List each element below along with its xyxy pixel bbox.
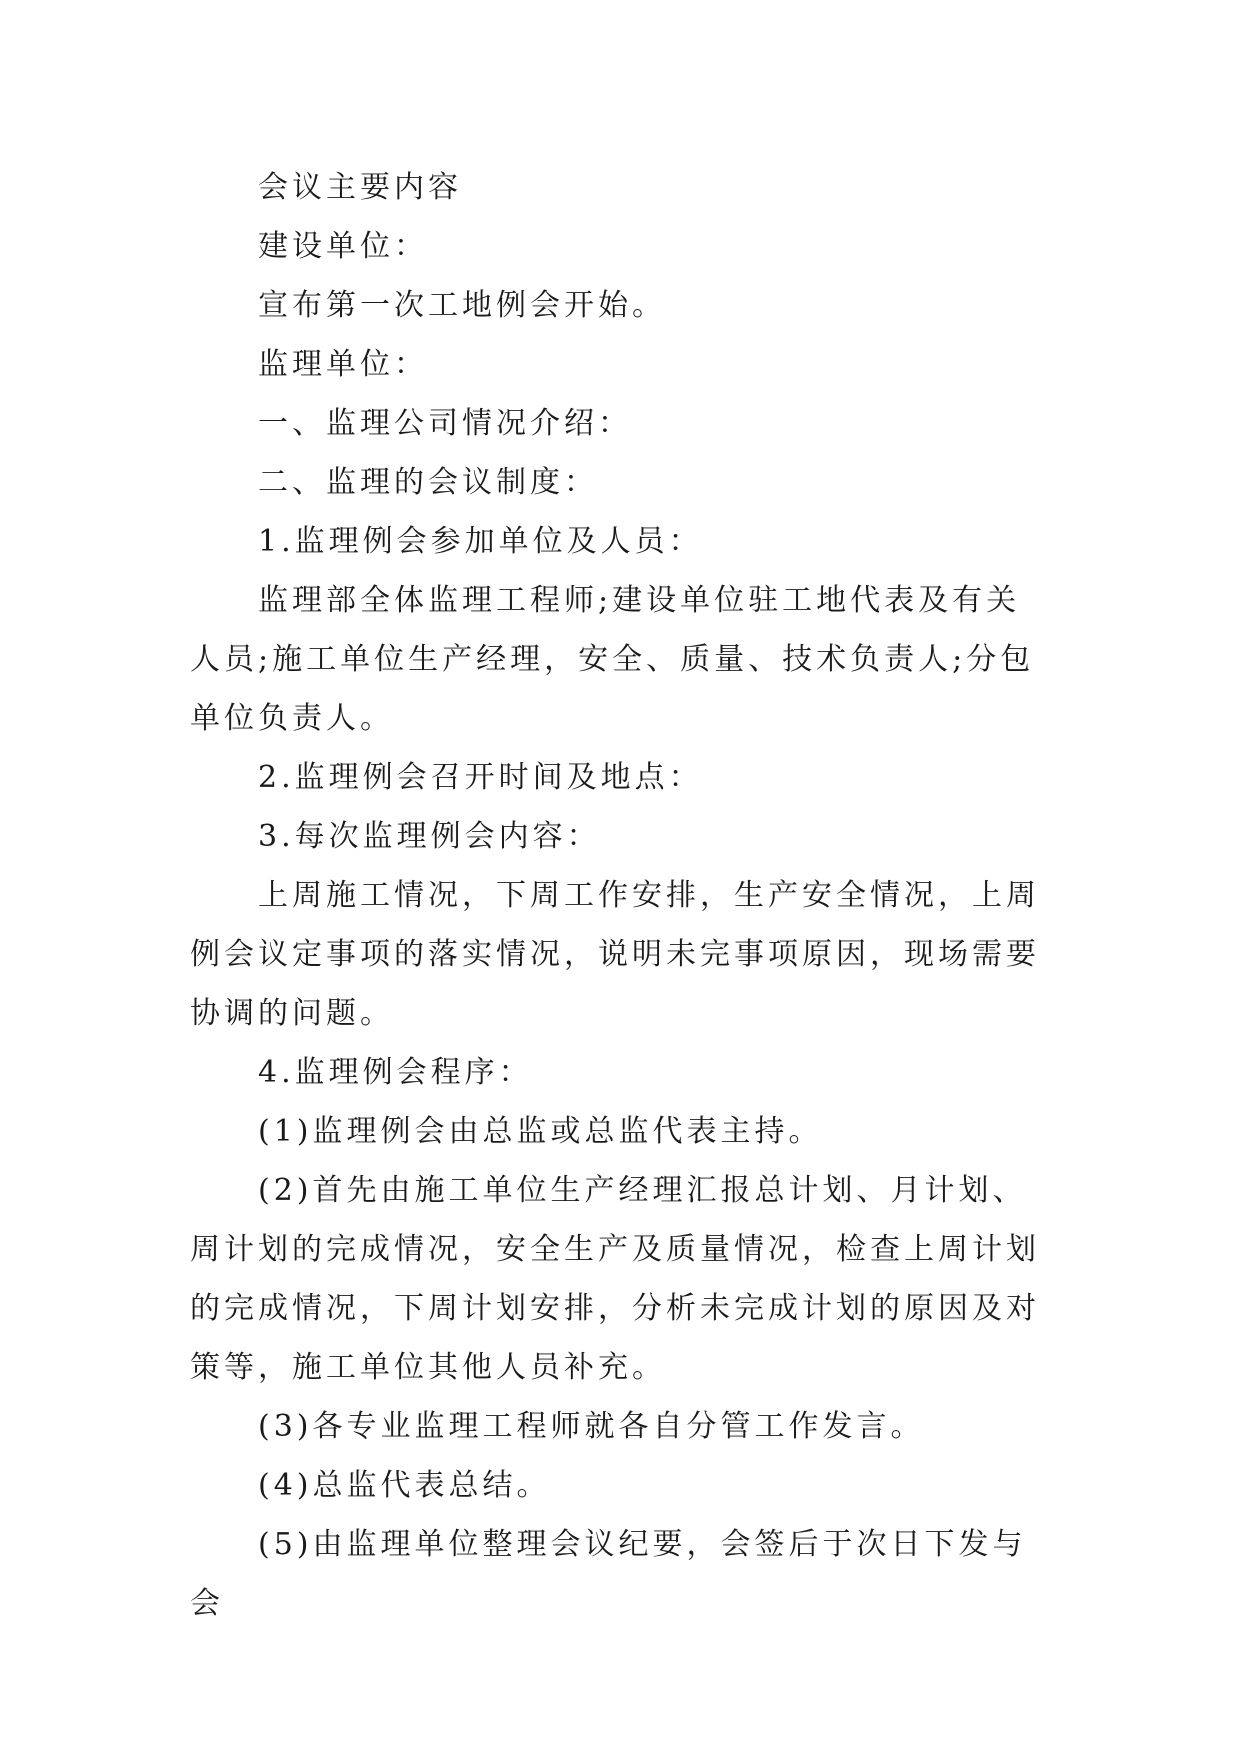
- paragraph-step-2: (2)首先由施工单位生产经理汇报总计划、月计划、周计划的完成情况，安全生产及质量情况，检查上周计划的完成情况，下周计划安排，分析未完成计划的原因及对策等，施工单位其他人员补充。: [190, 1173, 1040, 1385]
- paragraph-step-4: (4)总监代表总结。: [258, 1468, 551, 1503]
- paragraph-item-1: 1.监理例会参加单位及人员：: [258, 524, 703, 559]
- paragraph-step-1: (1)监理例会由总监或总监代表主持。: [258, 1114, 823, 1149]
- paragraph-item-3: 3.每次监理例会内容：: [258, 819, 601, 854]
- paragraph-construction-unit: 建设单位：: [258, 229, 428, 264]
- paragraph-item-4: 4.监理例会程序：: [258, 1055, 533, 1090]
- paragraph-section-one: 一、监理公司情况介绍：: [258, 406, 632, 441]
- paragraph-item-2: 2.监理例会召开时间及地点：: [258, 760, 703, 795]
- paragraph-step-3: (3)各专业监理工程师就各自分管工作发言。: [258, 1409, 925, 1444]
- paragraph-item-1-body: 监理部全体监理工程师;建设单位驻工地代表及有关人员;施工单位生产经理，安全、质量、技术负责人;分包单位负责人。: [190, 583, 1035, 736]
- paragraph-item-3-body: 上周施工情况，下周工作安排，生产安全情况，上周例会议定事项的落实情况，说明未完事项原因，现场需要协调的问题。: [190, 878, 1040, 1031]
- paragraph-section-two: 二、监理的会议制度：: [258, 465, 598, 500]
- heading-meeting-content: 会议主要内容: [258, 170, 462, 205]
- paragraph-supervision-unit: 监理单位：: [258, 347, 428, 382]
- paragraph-announce-start: 宣布第一次工地例会开始。: [258, 288, 666, 323]
- paragraph-step-5: (5)由监理单位整理会议纪要，会签后于次日下发与会: [190, 1527, 1027, 1621]
- document-body: [190, 158, 1050, 1633]
